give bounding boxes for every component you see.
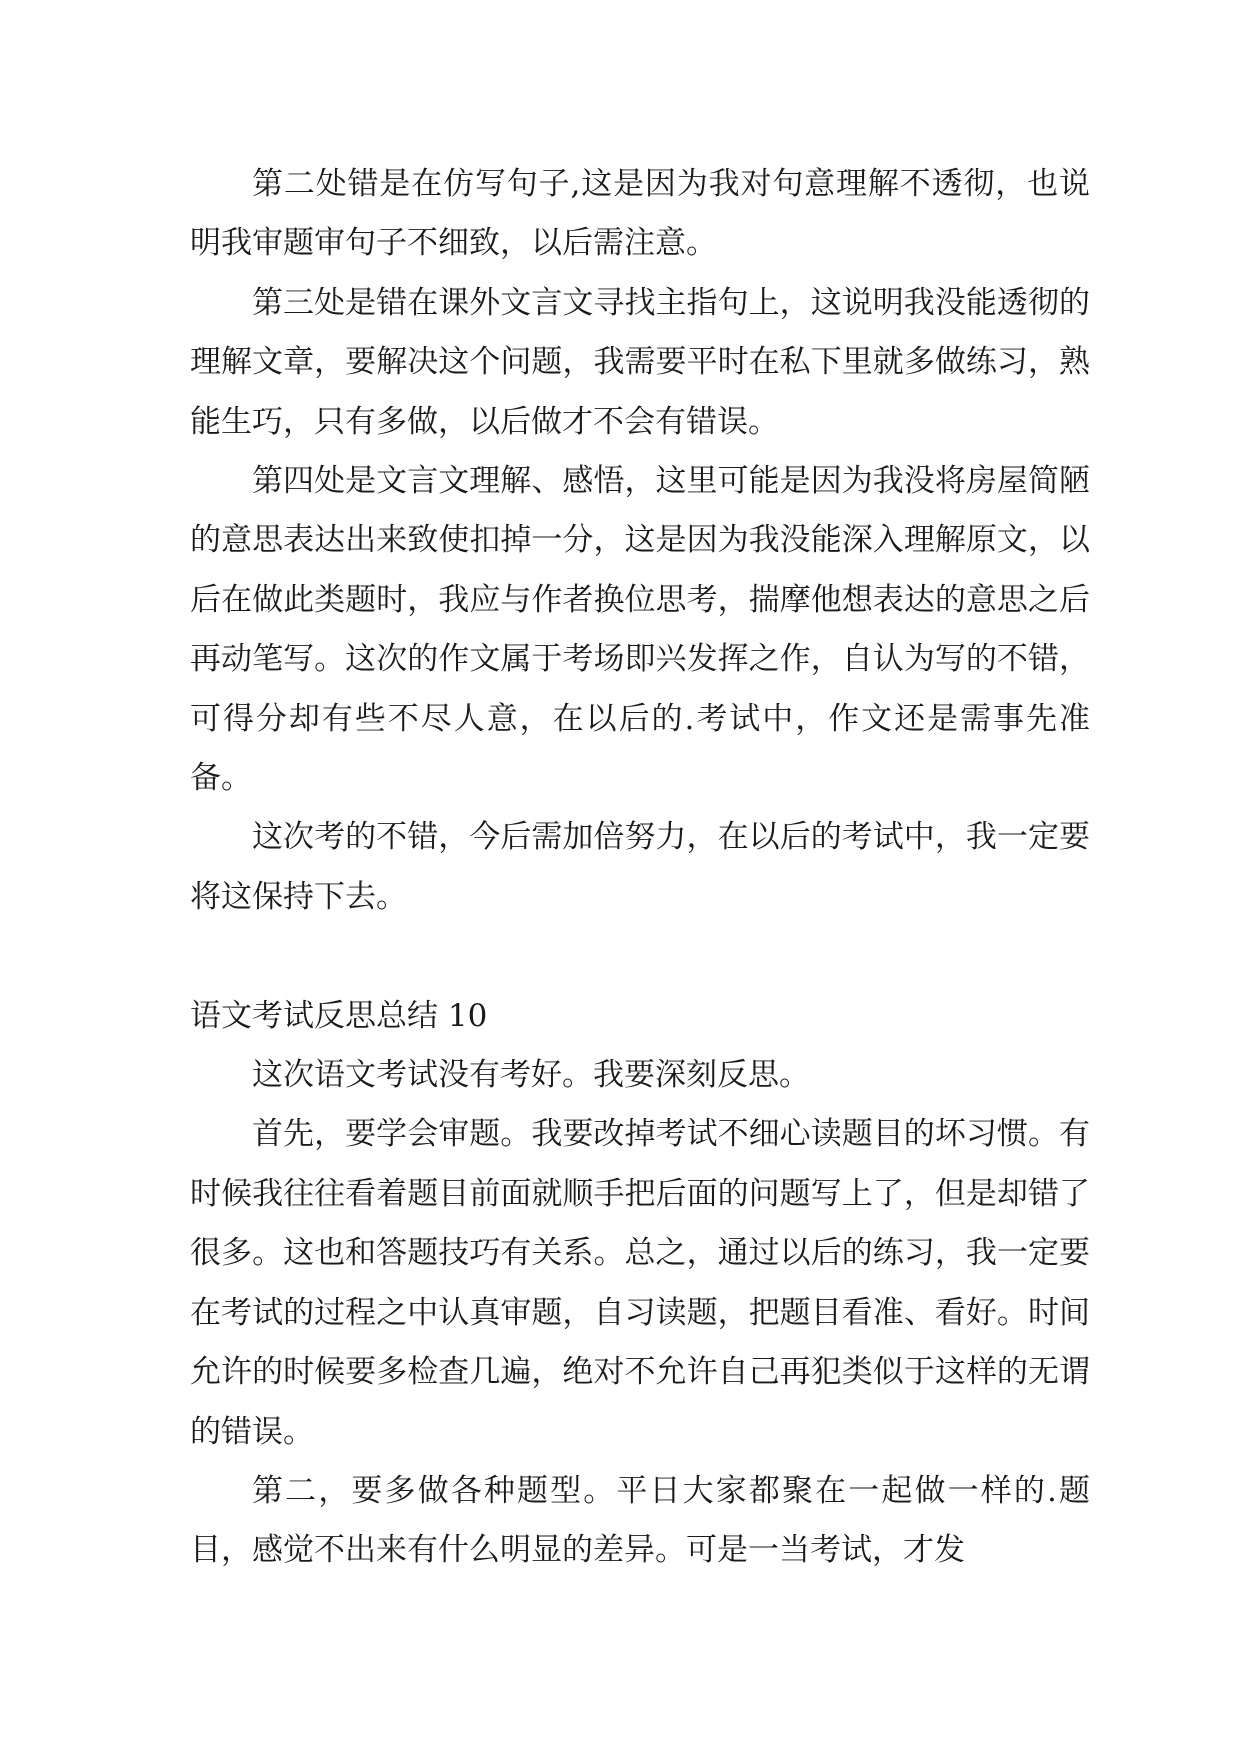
paragraph: 第四处是文言文理解、感悟，这里可能是因为我没将房屋简陋的意思表达出来致使扣掉一分，这是因为我没能深入理解原文，以后在做此类题时，我应与作者换位思考，揣摩他想表达的意思之后再动笔写。这次的作文属于考场即兴发挥之作，自认为写的不错，可得分却有些不尽人意，在以后的.考试中，作文还是需事先准备。	[190, 463, 1090, 797]
paragraph: 第二处错是在仿写句子,这是因为我对句意理解不透彻，也说明我审题审句子不细致，以后需注意。	[190, 166, 1090, 262]
paragraph: 首先，要学会审题。我要改掉考试不细心读题目的坏习惯。有时候我往往看着题目前面就顺手把后面的问题写上了，但是却错了很多。这也和答题技巧有关系。总之，通过以后的练习，我一定要在考试的过程之中认真审题，自习读题，把题目看准、看好。时间允许的时候要多检查几遍，绝对不允许自己再犯类似于这样的无谓的错误。	[190, 1116, 1090, 1450]
paragraph: 第二，要多做各种题型。平日大家都聚在一起做一样的.题目，感觉不出来有什么明显的差异。可是一当考试，才发	[190, 1472, 1090, 1569]
paragraph: 这次考的不错，今后需加倍努力，在以后的考试中，我一定要将这保持下去。	[190, 819, 1090, 915]
paragraph: 第三处是错在课外文言文寻找主指句上，这说明我没能透彻的理解文章，要解决这个问题，我需要平时在私下里就多做练习，熟能生巧，只有多做，以后做才不会有错误。	[190, 284, 1090, 440]
paragraph: 这次语文考试没有考好。我要深刻反思。	[252, 1057, 810, 1094]
section-heading: 语文考试反思总结 10	[190, 997, 488, 1034]
document-body	[190, 155, 1090, 1581]
